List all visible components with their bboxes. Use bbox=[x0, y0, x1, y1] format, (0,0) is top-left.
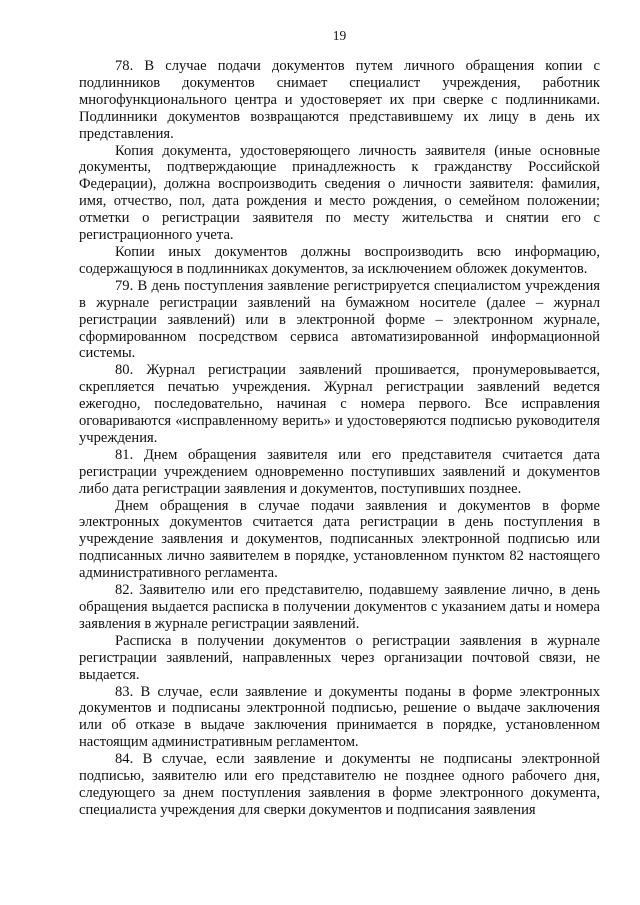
document-body bbox=[79, 58, 600, 819]
paragraph-78-identity-copy: Копия документа, удостоверяющего личность заявителя (иные основные документы, подтверждающие принадлежность к гражданству Российской Федерации), должна воспроизводить сведения о личности заявителя: фамилия, имя, отчество, пол, дата рождения и место рождения, о семейном положении; отметки о регистрации заявителя по месту жительства и снятии его с регистрационного учета. bbox=[79, 142, 600, 244]
paragraph-80: 80. Журнал регистрации заявлений прошивается, пронумеровывается, скрепляется печатью учреждения. Журнал регистрации заявлений ведется ежегодно, последовательно, начиная с номера первого. Все исправления оговариваются «исправленному верить» и удостоверяются подписью руководителя учреждения. bbox=[79, 362, 600, 446]
paragraph-82: 82. Заявителю или его представителю, подавшему заявление лично, в день обращения выдается расписка в получении документов с указанием даты и номера заявления в журнале регистрации заявлений. bbox=[79, 582, 600, 632]
page-number: 19 bbox=[332, 28, 347, 43]
paragraph-82-postal: Расписка в получении документов о регистрации заявления в журнале регистрации заявлений, направленных через организации почтовой связи, не выдается. bbox=[79, 632, 600, 683]
paragraph-78: 78. В случае подачи документов путем личного обращения копии с подлинников документов снимает специалист учреждения, работник многофункционального центра и удостоверяет их при сверке с подлинниками. Подлинники документов возвращаются представившему их лицу в день их представления. bbox=[79, 58, 600, 142]
paragraph-79: 79. В день поступления заявление регистрируется специалистом учреждения в журнале регистрации заявлений на бумажном носителе (далее – журнал регистрации заявлений) или в электронной форме – электронном журнале, сформированном посредством сервиса автоматизированной информационной системы. bbox=[79, 277, 600, 362]
paragraph-78-other-copies: Копии иных документов должны воспроизводить всю информацию, содержащуюся в подлинниках документов, за исключением обложек документов. bbox=[79, 243, 600, 277]
paragraph-81: 81. Днем обращения заявителя или его представителя считается дата регистрации учреждением одновременно поступивших заявлений и документов либо дата регистрации заявления и документов, поступивших позднее. bbox=[79, 446, 600, 497]
paragraph-83: 83. В случае, если заявление и документы поданы в форме электронных документов и подписаны электронной подписью, решение о выдаче заключения или об отказе в выдаче заключения принимается в порядке, установленном настоящим административным регламентом. bbox=[79, 683, 600, 751]
paragraph-81-electronic: Днем обращения в случае подачи заявления и документов в форме электронных документов считается дата регистрации в день поступления в учреждение заявления и документов, подписанных электронной подписью или подписанных лично заявителем в порядке, установленном пунктом 82 настоящего административного регламента. bbox=[79, 497, 600, 582]
paragraph-84: 84. В случае, если заявление и документы не подписаны электронной подписью, заявителю или его представителю не позднее одного рабочего дня, следующего за днем поступления заявления в форме электронного документа, специалиста учреждения для сверки документов и подписания заявления bbox=[79, 751, 600, 818]
